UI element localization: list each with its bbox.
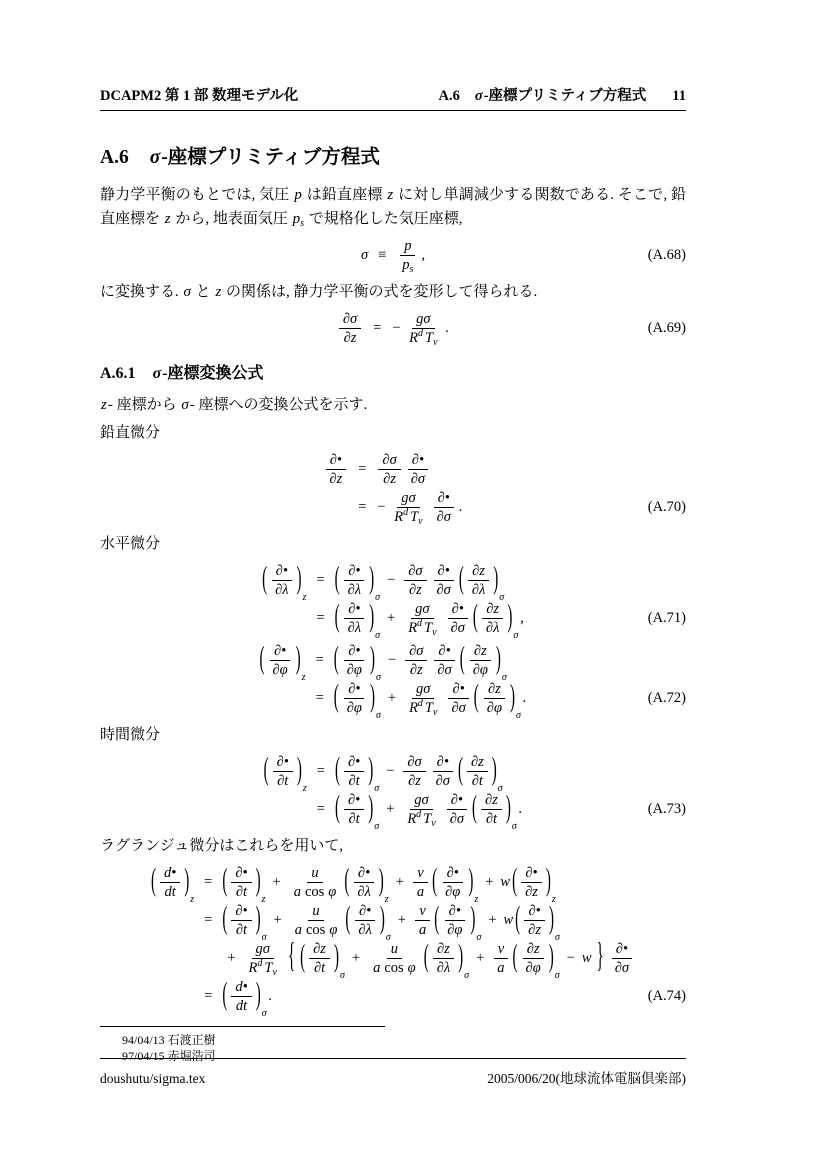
label-lagrange-derivative: ラグランジュ微分はこれらを用いて, bbox=[100, 838, 344, 854]
fraction: $\frac{\partial z}{\partial\lambda}$ bbox=[468, 563, 489, 598]
equation-lhs bbox=[150, 864, 195, 905]
paren-group: ( $\frac{\partial•}{\partial\varphi}$ ) σ bbox=[434, 902, 482, 943]
fraction: $\frac{\partial•}{\partial\varphi}$ bbox=[343, 643, 366, 678]
equation-rhs: ( $\frac{\partial•}{\partial t}$ ) σ + u a cos φ ( $\frac{\partial•}{\partial\lambda}$ ) σ + $\frac{v}{a}$ ( $\frac{\partial•}{\partial\varphi}$ ) σ + w ( $\frac{\partial•}{\partial z}$ ) σ bbox=[222, 902, 560, 943]
fraction: u a cos φ bbox=[373, 941, 416, 976]
equation-relation: = bbox=[315, 690, 324, 706]
equation-rhs: $\frac{p}{p_s}$ , bbox=[395, 238, 426, 273]
fraction: $\frac{\partial•}{\partial\varphi}$ bbox=[268, 643, 291, 678]
fraction: $\frac{\partial•}{\partial\sigma}$ bbox=[433, 563, 455, 598]
fraction: u a cos φ bbox=[294, 903, 338, 938]
paren-group: ( $\frac{\partial z}{\partial t}$ ) σ bbox=[300, 940, 345, 981]
paren-group: ( $\frac{d•}{dt}$ ) z bbox=[150, 864, 195, 905]
equation-relation: = bbox=[358, 499, 367, 515]
equation-lhs bbox=[258, 642, 306, 683]
footnote-line: 97/04/15 赤堀浩司 bbox=[122, 1049, 216, 1063]
fraction: $\frac{\partial•}{\partial\lambda}$ bbox=[344, 563, 365, 598]
fraction: $\frac{v}{a}$ bbox=[413, 865, 428, 900]
fraction: u a cos φ bbox=[293, 865, 337, 900]
equation-rhs: ( $\frac{\partial•}{\partial t}$ ) σ + gσ $R^d$ $T_v$ $\frac{\partial•}{\partial\sigma}$ ( $\frac{\partial z}{\partial t}$ ) σ . bbox=[334, 791, 523, 832]
subsection-heading bbox=[100, 360, 686, 383]
fraction: $\frac{\partial•}{\partial\lambda}$ bbox=[354, 903, 375, 938]
running-header bbox=[100, 84, 686, 111]
subsection-title: σ-座標変換公式 bbox=[152, 365, 264, 382]
paragraph-transform: に変換する. σ と z の関係は, 静力学平衡の式を変形して得られる. bbox=[100, 284, 538, 300]
paren-group: ( $\frac{\partial•}{\partial\varphi}$ ) σ bbox=[333, 680, 381, 721]
paren-group: ( $\frac{\partial z}{\partial\varphi}$ ) σ bbox=[512, 940, 560, 981]
fraction: $\frac{\partial•}{\partial t}$ bbox=[273, 754, 293, 789]
page-footer bbox=[100, 1058, 686, 1087]
equation-lhs: σ bbox=[360, 247, 369, 263]
fraction: $\frac{\partial•}{\partial\sigma}$ bbox=[407, 452, 429, 487]
fraction: $\frac{d•}{dt}$ bbox=[231, 979, 251, 1014]
section-title: σ-座標プリミティブ方程式 bbox=[149, 147, 380, 168]
fraction: $\frac{\partial•}{\partial\sigma}$ bbox=[446, 792, 468, 827]
paren-group: ( $\frac{\partial•}{\partial\varphi}$ ) z bbox=[259, 642, 306, 683]
fraction: gσ $R^d$ $T_v$ bbox=[409, 681, 438, 718]
equation-lhs bbox=[263, 753, 308, 794]
paragraph-subsection-intro: z- 座標から σ- 座標への変換公式を示す. bbox=[101, 397, 368, 413]
fraction: $\frac{\partial•}{\partial\varphi}$ bbox=[443, 903, 466, 938]
fraction: $\frac{\partial\sigma}{\partial z}$ bbox=[404, 563, 426, 598]
running-header-right bbox=[439, 84, 686, 105]
fraction: $\frac{\partial•}{\partial z}$ bbox=[521, 865, 542, 900]
equation-relation: = bbox=[316, 763, 325, 779]
paren-group: ( $\frac{\partial z}{\partial t}$ ) σ bbox=[472, 791, 517, 832]
fraction: $\frac{\partial•}{\partial t}$ bbox=[344, 754, 364, 789]
equation-rhs: ( $\frac{\partial•}{\partial\lambda}$ ) σ − $\frac{\partial\sigma}{\partial z}$ $\frac{\partial•}{\partial\sigma}$ ( $\frac{\partial z}{\partial\lambda}$ ) σ bbox=[334, 562, 505, 603]
equation-relation: = bbox=[316, 572, 325, 588]
fraction: $\frac{\partial•}{\partial\sigma}$ bbox=[433, 490, 455, 525]
fraction: gσ $R^d$ $T_v$ bbox=[407, 792, 436, 829]
paren-group: ( $\frac{\partial z}{\partial\lambda}$ ) σ bbox=[423, 940, 470, 981]
equation-rhs: ( $\frac{\partial•}{\partial\varphi}$ ) σ + gσ $R^d$ $T_v$ $\frac{\partial•}{\partial\sigma}$ ( $\frac{\partial z}{\partial\varphi}$ ) σ . bbox=[333, 680, 527, 721]
paren-group: ( $\frac{d•}{dt}$ ) σ bbox=[222, 978, 267, 1019]
fraction: $\frac{\partial•}{\partial\sigma}$ bbox=[433, 643, 455, 678]
fraction: gσ $R^d$ $T_v$ bbox=[408, 601, 437, 638]
fraction: $\frac{\partial z}{\partial t}$ bbox=[467, 754, 488, 789]
paren-group: ( $\frac{\partial z}{\partial\varphi}$ ) σ bbox=[459, 642, 507, 683]
running-header-section-number: A.6 bbox=[438, 88, 460, 104]
fraction: $\frac{\partial•}{\partial t}$ bbox=[344, 792, 364, 827]
paragraph-intro: 静力学平衡のもとでは, 気圧 p は鉛直座標 z に対し単調減少する関数である. そこで, 鉛直座標を z から, 地表面気圧 $p_s$ で規格化した気圧座標, bbox=[100, 187, 686, 229]
paren-group: ( $\frac{\partial z}{\partial\lambda}$ ) σ bbox=[472, 600, 519, 641]
equation-relation: = bbox=[316, 801, 325, 817]
equation-relation: = bbox=[373, 320, 382, 336]
paren-group: ( $\frac{\partial•}{\partial t}$ ) z bbox=[263, 753, 307, 794]
section-heading bbox=[100, 141, 686, 169]
equation-a70 bbox=[100, 452, 686, 525]
fraction: $\frac{p}{p_s}$ bbox=[398, 238, 417, 273]
label-vertical-derivative: 鉛直微分 bbox=[100, 425, 161, 441]
fraction: $\frac{\partial\sigma}{\partial z}$ bbox=[378, 452, 400, 487]
paren-group: ( $\frac{\partial•}{\partial t}$ ) z bbox=[222, 864, 266, 905]
footer-filename: doushutu/sigma.tex bbox=[100, 1071, 206, 1086]
equation-a73 bbox=[100, 753, 686, 832]
equation-lhs bbox=[336, 311, 364, 346]
paren-group: ( $\frac{\partial•}{\partial t}$ ) σ bbox=[334, 791, 380, 832]
fraction: $\frac{v}{a}$ bbox=[493, 941, 508, 976]
equation-a68 bbox=[100, 238, 686, 273]
fraction: $\frac{v}{a}$ bbox=[415, 903, 430, 938]
fraction: $\frac{\partial•}{\partial\lambda}$ bbox=[353, 865, 374, 900]
fraction: $\frac{\partial z}{\partial\varphi}$ bbox=[483, 681, 506, 716]
brace-delimiter: } bbox=[596, 938, 604, 977]
paren-group: ( $\frac{\partial•}{\partial\varphi}$ ) z bbox=[432, 864, 479, 905]
fraction: $\frac{\partial•}{\partial z}$ bbox=[524, 903, 545, 938]
equation-relation: = bbox=[316, 610, 325, 626]
equation-rhs: ( $\frac{\partial•}{\partial t}$ ) σ − $\frac{\partial\sigma}{\partial z}$ $\frac{\partial•}{\partial\sigma}$ ( $\frac{\partial z}{\partial t}$ ) σ bbox=[334, 753, 503, 794]
equation-number: (A.74) bbox=[647, 988, 686, 1004]
equation-relation: ≡ bbox=[378, 247, 387, 263]
footnote-rule bbox=[100, 1026, 385, 1027]
fraction: $\frac{\partial•}{\partial\lambda}$ bbox=[271, 563, 292, 598]
equation-relation: = bbox=[315, 652, 324, 668]
fraction: $\frac{\partial\sigma}{\partial z}$ bbox=[339, 311, 361, 346]
equation-rhs: ( $\frac{\partial•}{\partial\varphi}$ ) σ − $\frac{\partial\sigma}{\partial z}$ $\frac{\partial•}{\partial\sigma}$ ( $\frac{\partial z}{\partial\varphi}$ ) σ bbox=[333, 642, 507, 683]
label-horizontal-derivative: 水平微分 bbox=[100, 536, 161, 552]
equation-relation: = bbox=[358, 461, 367, 477]
fraction: $\frac{\partial•}{\partial t}$ bbox=[231, 865, 251, 900]
paren-group: ( $\frac{\partial z}{\partial t}$ ) σ bbox=[457, 753, 503, 794]
paren-group: ( $\frac{\partial•}{\partial\varphi}$ ) σ bbox=[333, 642, 381, 683]
equation-rhs: ( $\frac{\partial•}{\partial t}$ ) z + u a cos φ ( $\frac{\partial•}{\partial\lambda}$ ) z + $\frac{v}{a}$ ( $\frac{\partial•}{\partial\varphi}$ ) z + w ( $\frac{\partial•}{\partial z}$ ) z bbox=[222, 864, 556, 905]
fraction: $\frac{\partial•}{\partial\sigma}$ bbox=[432, 754, 454, 789]
equation-number: (A.69) bbox=[647, 320, 686, 336]
equation-relation: = bbox=[204, 912, 213, 928]
section-number: A.6 bbox=[100, 147, 129, 168]
fraction: $\frac{\partial•}{\partial\varphi}$ bbox=[343, 681, 366, 716]
equation-number: (A.70) bbox=[647, 499, 686, 515]
fraction: $\frac{\partial•}{\partial\lambda}$ bbox=[344, 601, 365, 636]
fraction: $\frac{\partial z}{\partial\lambda}$ bbox=[482, 601, 503, 636]
subsection-number: A.6.1 bbox=[100, 365, 136, 382]
paren-group: ( $\frac{\partial•}{\partial\lambda}$ ) z bbox=[262, 562, 307, 603]
equation-rhs: − gσ $R^d$ $T_v$ $\frac{\partial•}{\partial\sigma}$ . bbox=[376, 490, 463, 527]
equation-lhs bbox=[261, 562, 307, 603]
equation-number: (A.71) bbox=[647, 610, 686, 626]
equation-relation: = bbox=[204, 988, 213, 1004]
fraction: $\frac{\partial z}{\partial\varphi}$ bbox=[469, 643, 492, 678]
equation-rhs: ( $\frac{d•}{dt}$ ) σ . bbox=[222, 978, 273, 1019]
fraction: $\frac{\partial\sigma}{\partial z}$ bbox=[403, 754, 425, 789]
equation-a69 bbox=[100, 311, 686, 346]
equation-lhs bbox=[322, 452, 349, 487]
fraction: gσ $R^d$ $T_v$ bbox=[248, 941, 277, 978]
equation-number: (A.68) bbox=[647, 247, 686, 263]
paren-group: ( $\frac{\partial•}{\partial\lambda}$ ) σ bbox=[345, 902, 391, 943]
equation-number: (A.72) bbox=[647, 690, 686, 706]
running-header-left: DCAPM2 第 1 部 数理モデル化 bbox=[100, 88, 299, 104]
paren-group: ( $\frac{\partial•}{\partial\lambda}$ ) σ bbox=[334, 562, 380, 603]
fraction: $\frac{\partial•}{\partial\sigma}$ bbox=[447, 681, 469, 716]
fraction: gσ $R^d$ $T_v$ bbox=[394, 490, 423, 527]
fraction: $\frac{\partial z}{\partial t}$ bbox=[309, 941, 330, 976]
fraction: $\frac{\partial•}{\partial\varphi}$ bbox=[441, 865, 464, 900]
fraction: $\frac{\partial•}{\partial\sigma}$ bbox=[447, 601, 469, 636]
equation-rhs: + gσ $R^d$ $T_v$ { ( $\frac{\partial z}{\partial t}$ ) σ + u a cos φ ( $\frac{\partial z}{\partial\lambda}$ ) σ + $\frac{v}{a}$ ( $\frac{\partial z}{\partial\varphi}$ ) σ − w } $\frac{\partial•}{\partial\sigma}$ bbox=[221, 941, 636, 976]
fraction: $\frac{\partial•}{\partial\sigma}$ bbox=[611, 941, 633, 976]
page-number: 11 bbox=[672, 88, 686, 104]
fraction: $\frac{\partial\sigma}{\partial z}$ bbox=[405, 643, 427, 678]
fraction: $\frac{\partial z}{\partial\lambda}$ bbox=[433, 941, 454, 976]
equation-a74 bbox=[100, 864, 686, 1019]
footer-date-credit: 2005/006/20(地球流体電脳倶楽部) bbox=[487, 1071, 686, 1086]
footer-rule bbox=[100, 1058, 686, 1059]
equation-number: (A.73) bbox=[647, 801, 686, 817]
fraction: $\frac{\partial z}{\partial\varphi}$ bbox=[522, 941, 545, 976]
fraction: gσ $R^d$ $T_v$ bbox=[409, 311, 438, 348]
label-time-derivative: 時間微分 bbox=[100, 727, 161, 743]
equation-rhs: ( $\frac{\partial•}{\partial\lambda}$ ) σ + gσ $R^d$ $T_v$ $\frac{\partial•}{\partial\sigma}$ ( $\frac{\partial z}{\partial\lambda}$ ) σ , bbox=[334, 600, 524, 641]
fraction: $\frac{\partial•}{\partial t}$ bbox=[231, 903, 251, 938]
equation-relation: = bbox=[204, 874, 213, 890]
equation-a71 bbox=[100, 562, 686, 641]
fraction: $\frac{\partial z}{\partial t}$ bbox=[481, 792, 502, 827]
paren-group: ( $\frac{\partial z}{\partial\varphi}$ ) σ bbox=[473, 680, 521, 721]
paren-group: ( $\frac{\partial•}{\partial t}$ ) σ bbox=[222, 902, 267, 943]
paren-group: ( $\frac{\partial•}{\partial t}$ ) σ bbox=[334, 753, 380, 794]
equation-rhs: − gσ $R^d$ $T_v$ . bbox=[391, 311, 450, 348]
paren-group: ( $\frac{\partial•}{\partial z}$ ) σ bbox=[515, 902, 560, 943]
brace-delimiter: { bbox=[287, 938, 296, 977]
paren-group: ( $\frac{\partial•}{\partial\lambda}$ ) z bbox=[344, 864, 389, 905]
paren-group: ( $\frac{\partial z}{\partial\lambda}$ ) σ bbox=[458, 562, 505, 603]
fraction: $\frac{d•}{dt}$ bbox=[160, 865, 180, 900]
equation-a72 bbox=[100, 642, 686, 721]
equation-rhs bbox=[375, 452, 432, 487]
fraction: $\frac{\partial•}{\partial z}$ bbox=[325, 452, 346, 487]
footnote-line: 94/04/13 石渡正樹 bbox=[122, 1033, 216, 1047]
running-header-section-title: σ-座標プリミティブ方程式 bbox=[474, 88, 647, 104]
paren-group: ( $\frac{\partial•}{\partial\lambda}$ ) σ bbox=[334, 600, 380, 641]
paren-group: ( $\frac{\partial•}{\partial z}$ ) z bbox=[512, 864, 556, 905]
